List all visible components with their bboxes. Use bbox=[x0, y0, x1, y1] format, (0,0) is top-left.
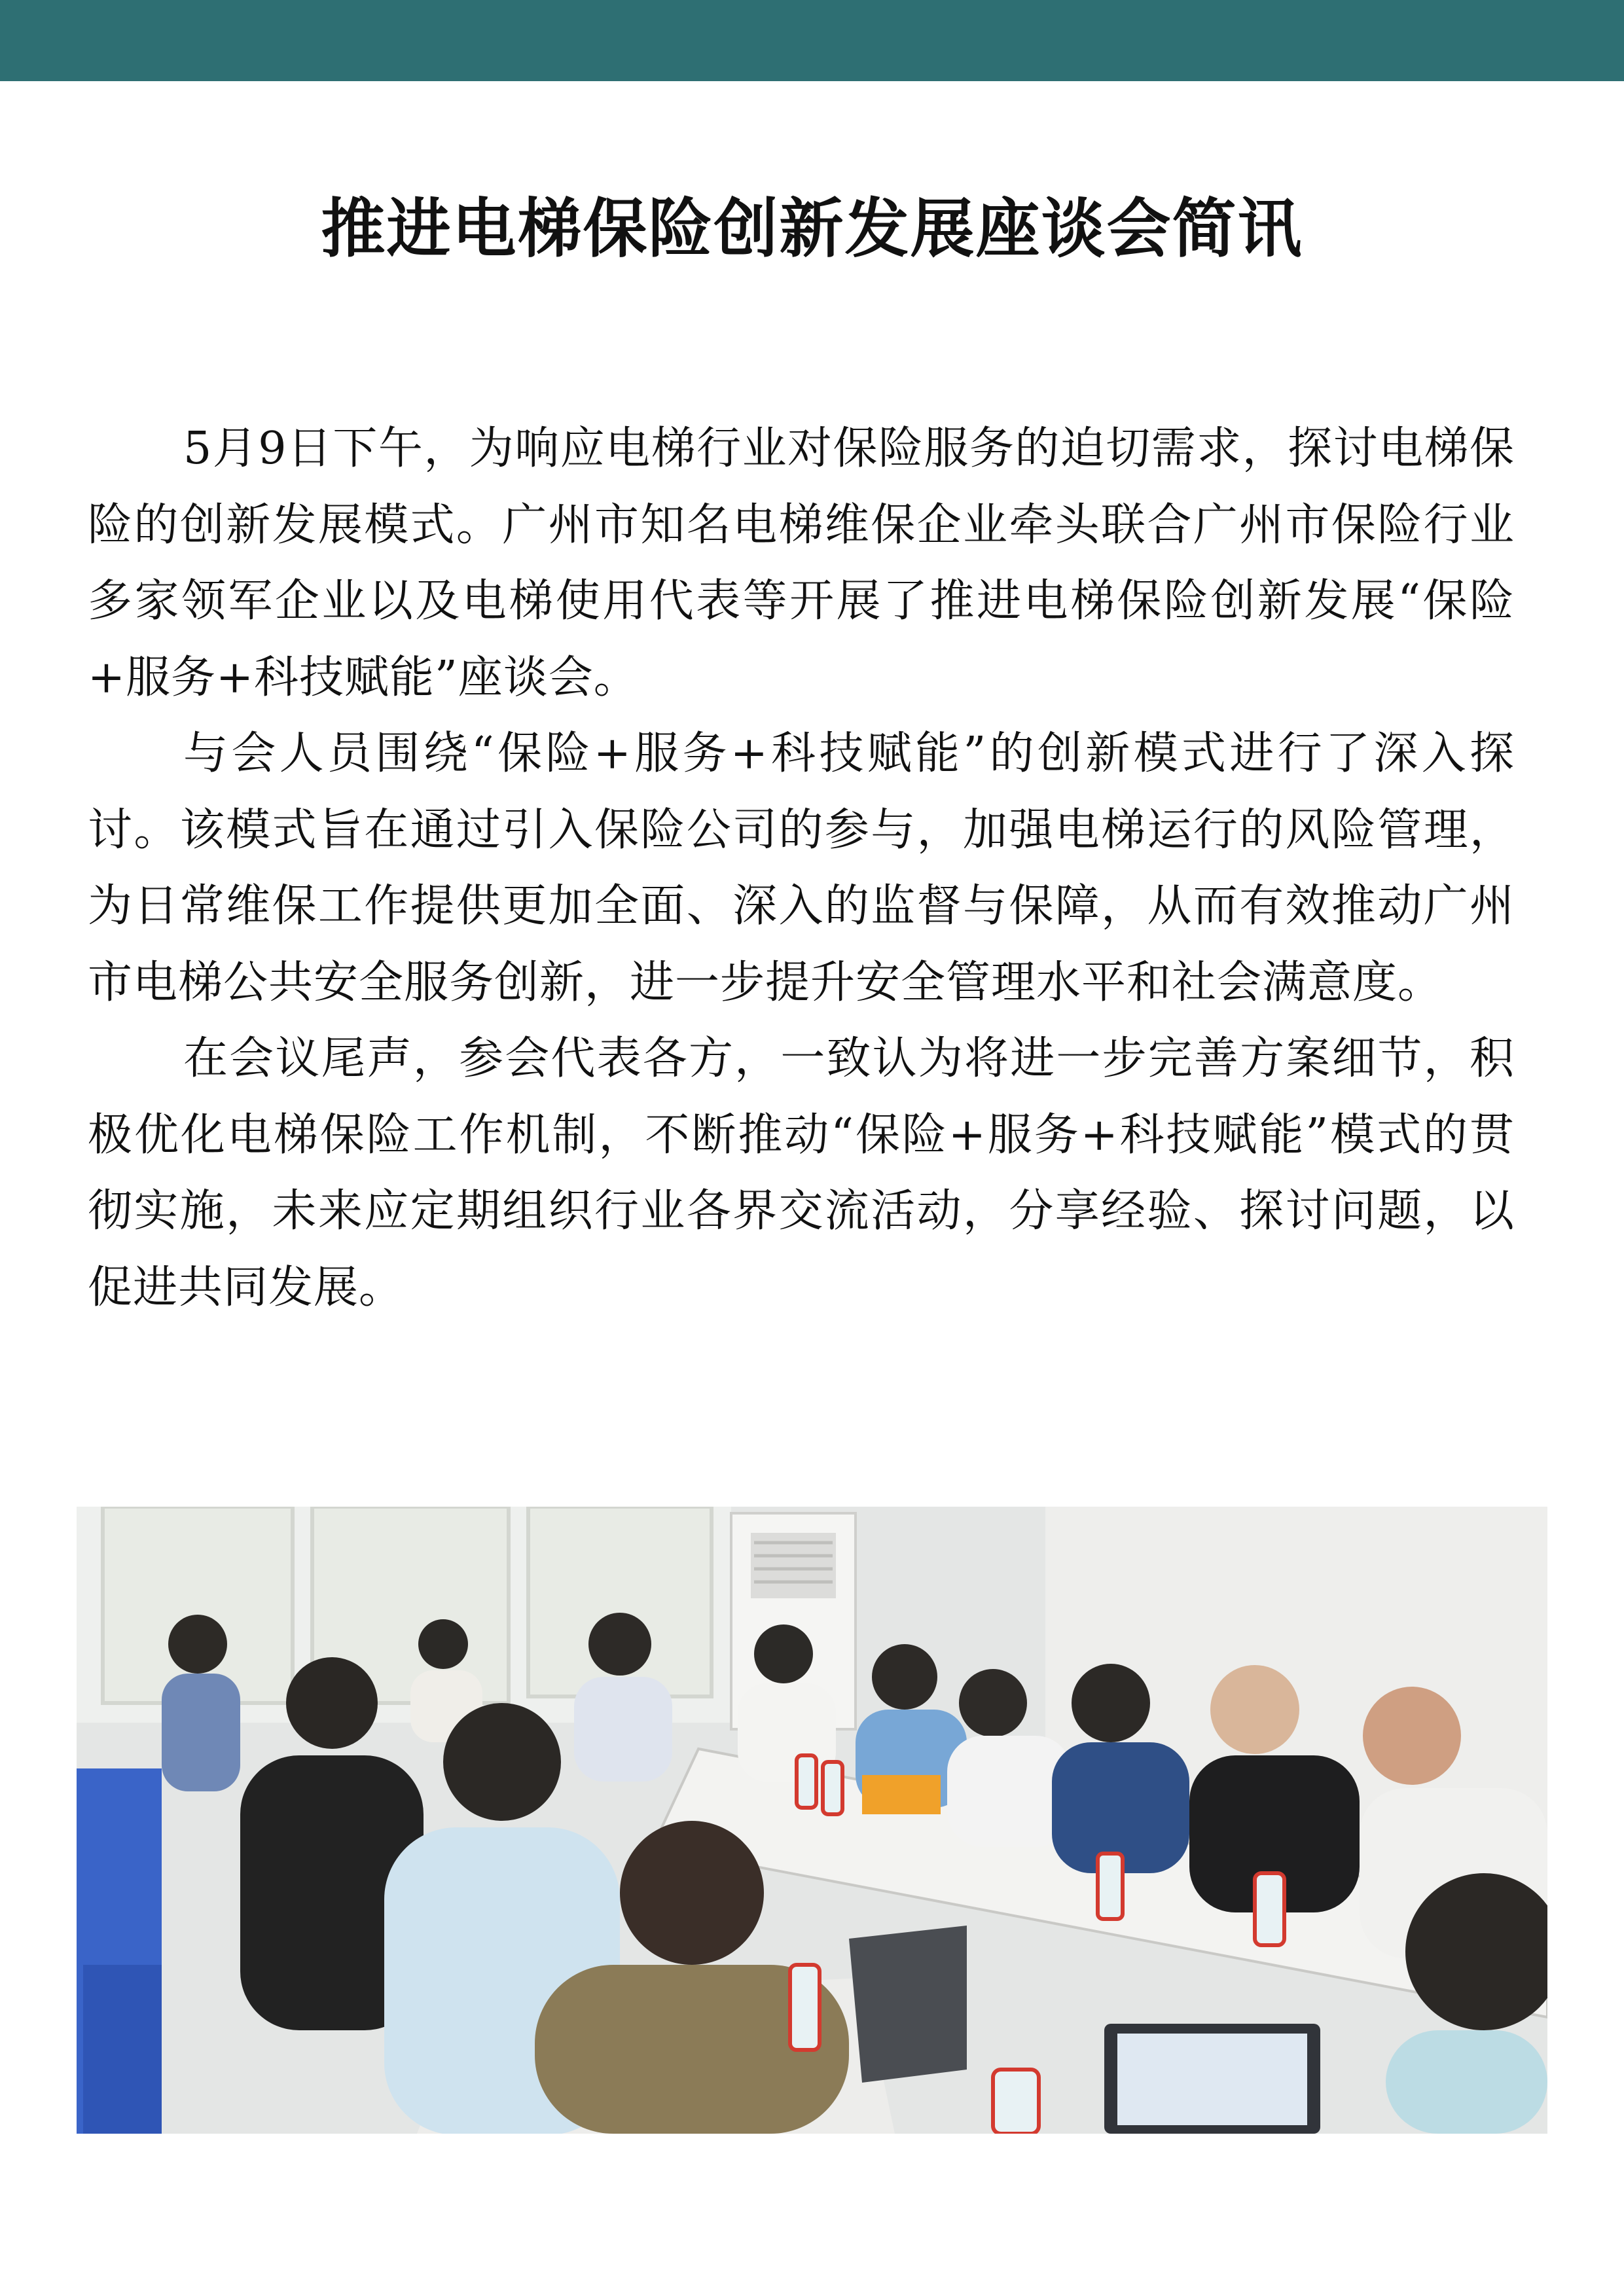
meeting-photo bbox=[77, 1507, 1547, 2134]
paragraph-2: 与会人员围绕“保险+服务+科技赋能”的创新模式进行了深入探讨。该模式旨在通过引入保险公司的参与，加强电梯运行的风险管理，为日常维保工作提供更加全面、深入的监督与保障，从而有效推动广州市电梯公共安全服务创新，进一步提升安全管理水平和社会满意度。 bbox=[88, 728, 1515, 1009]
header-bar bbox=[0, 0, 1624, 81]
paragraph-3: 在会议尾声，参会代表各方，一致认为将进一步完善方案细节，积极优化电梯保险工作机制，不断推动“保险+服务+科技赋能”模式的贯彻实施，未来应定期组织行业各界交流活动，分享经验、探讨问题，以促进共同发展。 bbox=[88, 1033, 1515, 1314]
meeting-photo-illustration bbox=[77, 1507, 1547, 2134]
article-body bbox=[88, 411, 1515, 1326]
paragraph-1: 5月9日下午，为响应电梯行业对保险服务的迫切需求，探讨电梯保险的创新发展模式。广州市知名电梯维保企业牵头联合广州市保险行业多家领军企业以及电梯使用代表等开展了推进电梯保险创新发展“保险+服务+科技赋能”座谈会。 bbox=[88, 423, 1515, 704]
page-title: 推进电梯保险创新发展座谈会简讯 bbox=[321, 192, 1303, 266]
